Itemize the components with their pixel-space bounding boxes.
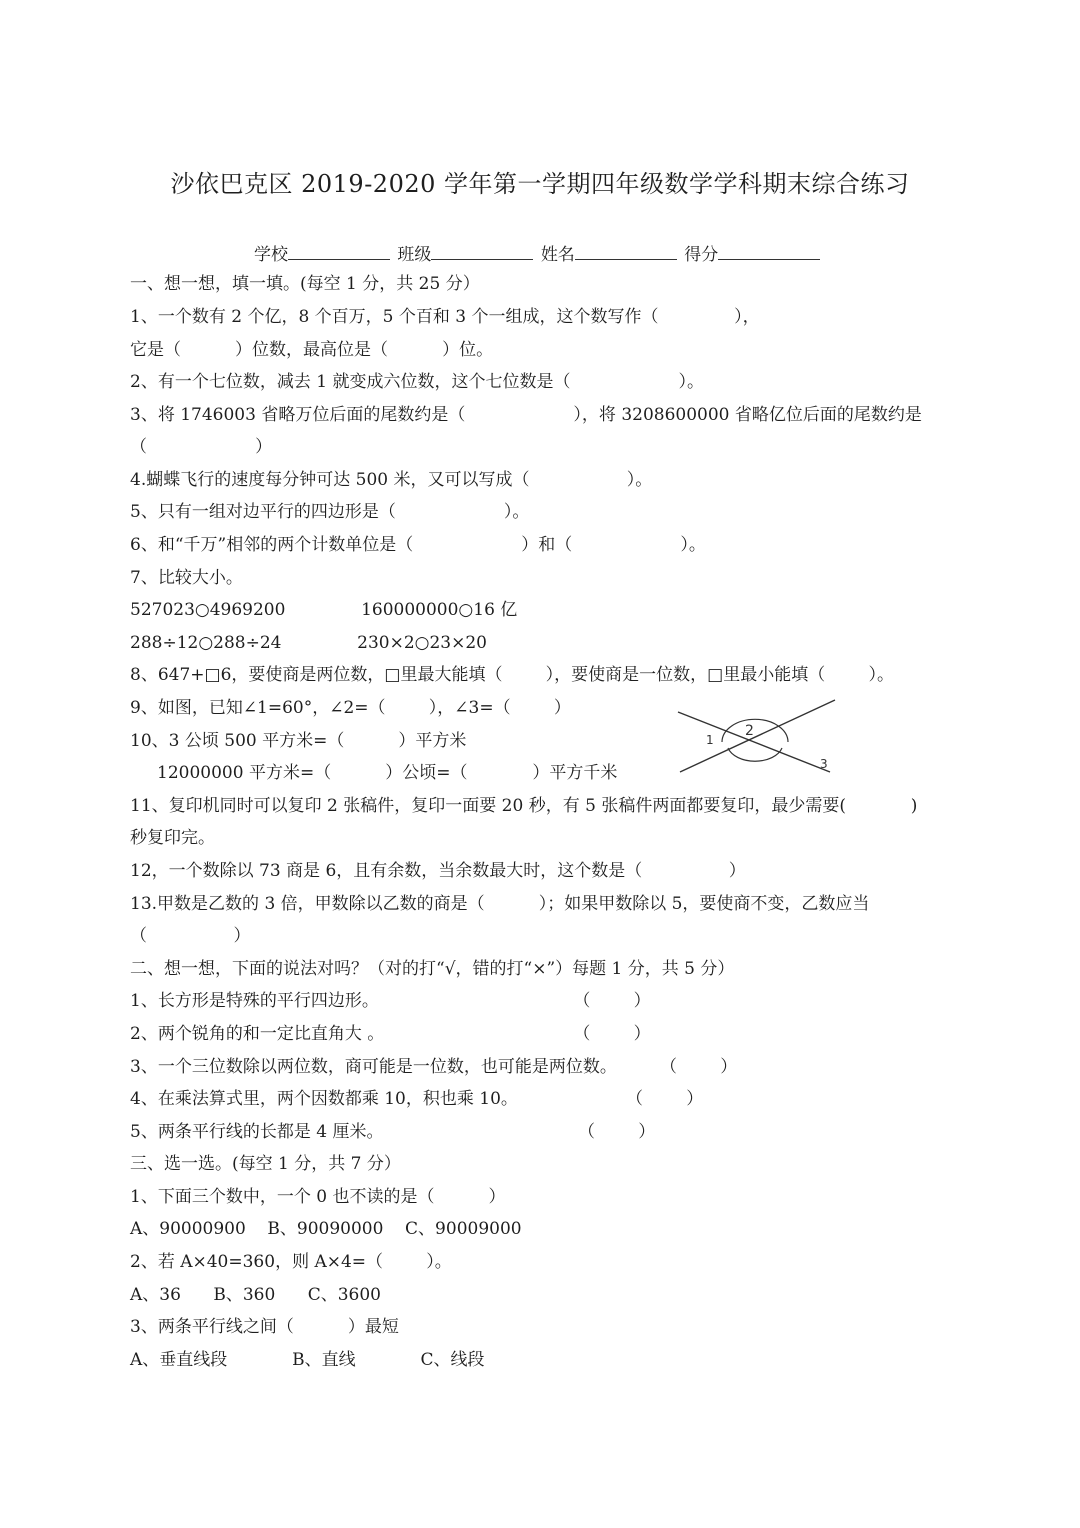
- answer-options: A、垂直线段 B、直线 C、线段: [130, 1350, 485, 1370]
- question-line: 6、和“千万”相邻的两个计数单位是（ ）和（ ）。: [130, 535, 706, 555]
- student-info-row: [254, 240, 822, 265]
- name-blank: [575, 243, 677, 260]
- question-line: 1、一个数有 2 个亿，8 个百万，5 个百和 3 个一组成，这个数写作（ ），: [130, 307, 760, 327]
- question-line: 7、比较大小。: [130, 568, 243, 588]
- question-line: 它是（ ）位数，最高位是（ ）位。: [130, 340, 494, 360]
- page-title: 沙依巴克区 2019-2020 学年第一学期四年级数学学科期末综合练习: [170, 170, 910, 198]
- question-line: 8、647+□6，要使商是两位数，□里最大能填（ ），要使商是一位数，□里最小能填（ ）。: [130, 665, 894, 685]
- question-line: 2、若 A×40=360，则 A×4=（ ）。: [130, 1252, 452, 1272]
- answer-options: A、90000900 B、90090000 C、90009000: [130, 1219, 522, 1239]
- question-line: 10、3 公顷 500 平方米=（ ）平方米: [130, 731, 467, 751]
- answer-options: A、36 B、360 C、3600: [130, 1285, 381, 1305]
- school-blank: [288, 243, 390, 260]
- angle-figure: [670, 694, 840, 784]
- angle-1-label: 1: [706, 733, 714, 747]
- section-2-heading: 二、想一想，下面的说法对吗？（对的打“√，错的打“×”）每题 1 分，共 5 分）: [130, 959, 735, 979]
- school-label: 学校: [254, 245, 288, 265]
- question-line: 527023○4969200 160000000○16 亿: [130, 600, 518, 620]
- question-line: 9、如图，已知∠1=60°，∠2=（ ），∠3=（ ）: [130, 698, 571, 718]
- question-line: （ ）: [130, 437, 273, 457]
- angle-3-label: 3: [820, 757, 828, 771]
- question-line: 2、两个锐角的和一定比直角大 。 （ ）: [130, 1024, 651, 1044]
- question-line: 2、有一个七位数，减去 1 就变成六位数，这个七位数是（ ）。: [130, 372, 705, 392]
- question-line: 11、复印机同时可以复印 2 张稿件，复印一面要 20 秒，有 5 张稿件两面都要复印，最少需要( ): [130, 796, 918, 816]
- section-3-heading: 三、选一选。(每空 1 分，共 7 分）: [130, 1154, 401, 1174]
- class-label: 班级: [397, 245, 432, 265]
- question-line: 13.甲数是乙数的 3 倍，甲数除以乙数的商是（ ）；如果甲数除以 5，要使商不变，乙数应当: [130, 894, 870, 914]
- question-line: 4.蝴蝶飞行的速度每分钟可达 500 米，又可以写成（ ）。: [130, 470, 653, 490]
- question-line: 3、将 1746003 省略万位后面的尾数约是（ ），将 3208600000 省略亿位后面的尾数约是: [130, 405, 922, 425]
- question-line: 4、在乘法算式里，两个因数都乘 10，积也乘 10。 （ ）: [130, 1089, 704, 1109]
- score-label: 得分: [684, 245, 719, 265]
- score-blank: [718, 243, 820, 260]
- question-line: 12000000 平方米=（ ）公顷=（ ）平方千米: [130, 763, 618, 783]
- question-line: 1、长方形是特殊的平行四边形。 （ ）: [130, 991, 651, 1011]
- angle-arc: [722, 719, 788, 742]
- question-line: 3、一个三位数除以两位数，商可能是一位数，也可能是两位数。 （ ）: [130, 1057, 738, 1077]
- question-line: 12，一个数除以 73 商是 6，且有余数，当余数最大时，这个数是（ ）: [130, 861, 746, 881]
- name-label: 姓名: [540, 245, 575, 265]
- question-line: 1、下面三个数中，一个 0 也不读的是（ ）: [130, 1187, 506, 1207]
- question-line: 5、只有一组对边平行的四边形是（ ）。: [130, 502, 530, 522]
- section-1-heading: 一、想一想，填一填。(每空 1 分，共 25 分）: [130, 274, 480, 294]
- question-line: 288÷12○288÷24 230×2○23×20: [130, 633, 487, 653]
- question-line: 秒复印完。: [130, 828, 215, 848]
- question-line: （ ）: [130, 926, 251, 946]
- angle-2-label: 2: [745, 723, 754, 739]
- class-blank: [431, 243, 533, 260]
- question-line: 3、两条平行线之间（ ）最短: [130, 1317, 399, 1337]
- question-line: 5、两条平行线的长都是 4 厘米。 （ ）: [130, 1122, 656, 1142]
